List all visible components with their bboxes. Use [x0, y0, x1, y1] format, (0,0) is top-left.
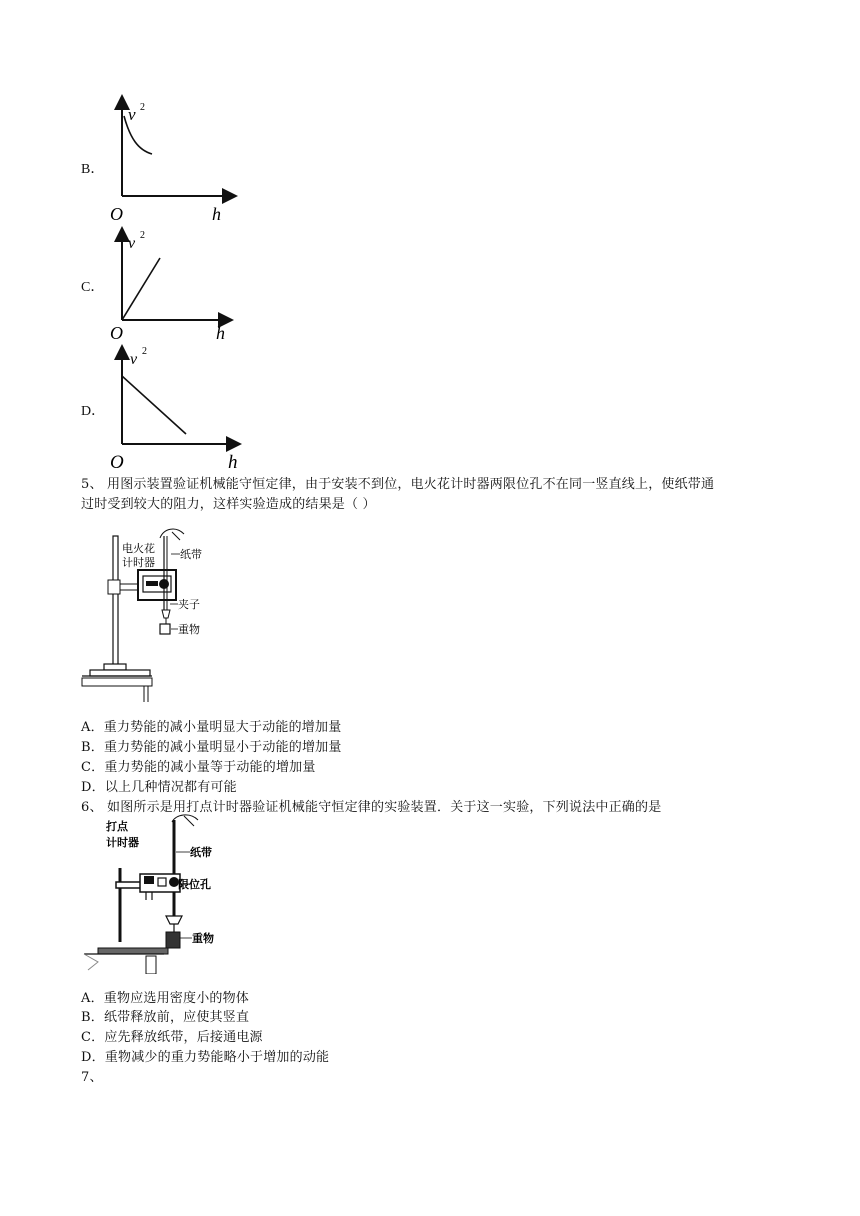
graph-d	[100, 340, 250, 472]
q6-option-b: B．纸带释放前，应使其竖直	[81, 1010, 250, 1025]
timer-label-line2: 计时器	[122, 556, 155, 569]
origin-label: O	[110, 323, 123, 342]
x-axis-label: h	[228, 452, 238, 472]
y-axis-exponent: 2	[140, 102, 145, 113]
line	[122, 258, 160, 320]
timer-label-line1: 电火花	[122, 542, 155, 555]
x-axis-label: h	[212, 204, 221, 224]
timer-label-line1: 打点	[106, 820, 128, 833]
q5-option-c: C．重力势能的减小量等于动能的增加量	[81, 760, 316, 775]
clip-label: 夹子	[178, 598, 200, 611]
q6-option-c: C．应先释放纸带，后接通电源	[81, 1030, 263, 1045]
origin-label: O	[110, 204, 123, 224]
q7-stem-line1: 7、	[81, 1070, 103, 1085]
q5-stem-line2: 过时受到较大的阻力，这样实验造成的结果是（ ）	[81, 497, 376, 512]
q6-option-a: A．重物应选用密度小的物体	[81, 991, 249, 1006]
tape-label: 纸带	[190, 846, 212, 859]
q5-stem-line1: 5、 用图示装置验证机械能守恒定律，由于安装不到位，电火花计时器两限位孔不在同一竖直线上，使纸带通	[81, 477, 715, 492]
q6-apparatus-figure	[80, 812, 240, 974]
weight-label: 重物	[192, 932, 214, 945]
weight-label: 重物	[178, 623, 200, 636]
y-axis-label: v	[128, 235, 136, 252]
origin-label: O	[110, 452, 124, 472]
timer-label-line2: 计时器	[106, 836, 139, 849]
graph-c	[100, 222, 250, 342]
x-axis-label: h	[216, 323, 225, 342]
graph-b	[100, 90, 250, 230]
y-axis-exponent: 2	[142, 346, 147, 357]
y-axis-label: v	[130, 351, 138, 368]
option-c-label: C．	[81, 280, 105, 295]
q5-apparatus-figure	[80, 526, 220, 704]
y-axis-exponent: 2	[140, 230, 145, 241]
q5-option-a: A．重力势能的减小量明显大于动能的增加量	[81, 720, 342, 735]
q6-stem-line1: 6、 如图所示是用打点计时器验证机械能守恒定律的实验装置．关于这一实验，下列说法中正确的是	[81, 800, 662, 815]
line	[122, 376, 186, 434]
q5-option-d: D．以上几种情况都有可能	[81, 780, 237, 795]
option-d-label: D．	[81, 404, 106, 419]
option-b-label: B．	[81, 162, 105, 177]
q6-option-d: D．重物减少的重力势能略小于增加的动能	[81, 1050, 330, 1065]
y-axis-label: v	[128, 105, 136, 124]
tape-label: 纸带	[180, 548, 202, 561]
limit-hole-label: 限位孔	[178, 878, 211, 891]
q5-option-b: B．重力势能的减小量明显小于动能的增加量	[81, 740, 342, 755]
